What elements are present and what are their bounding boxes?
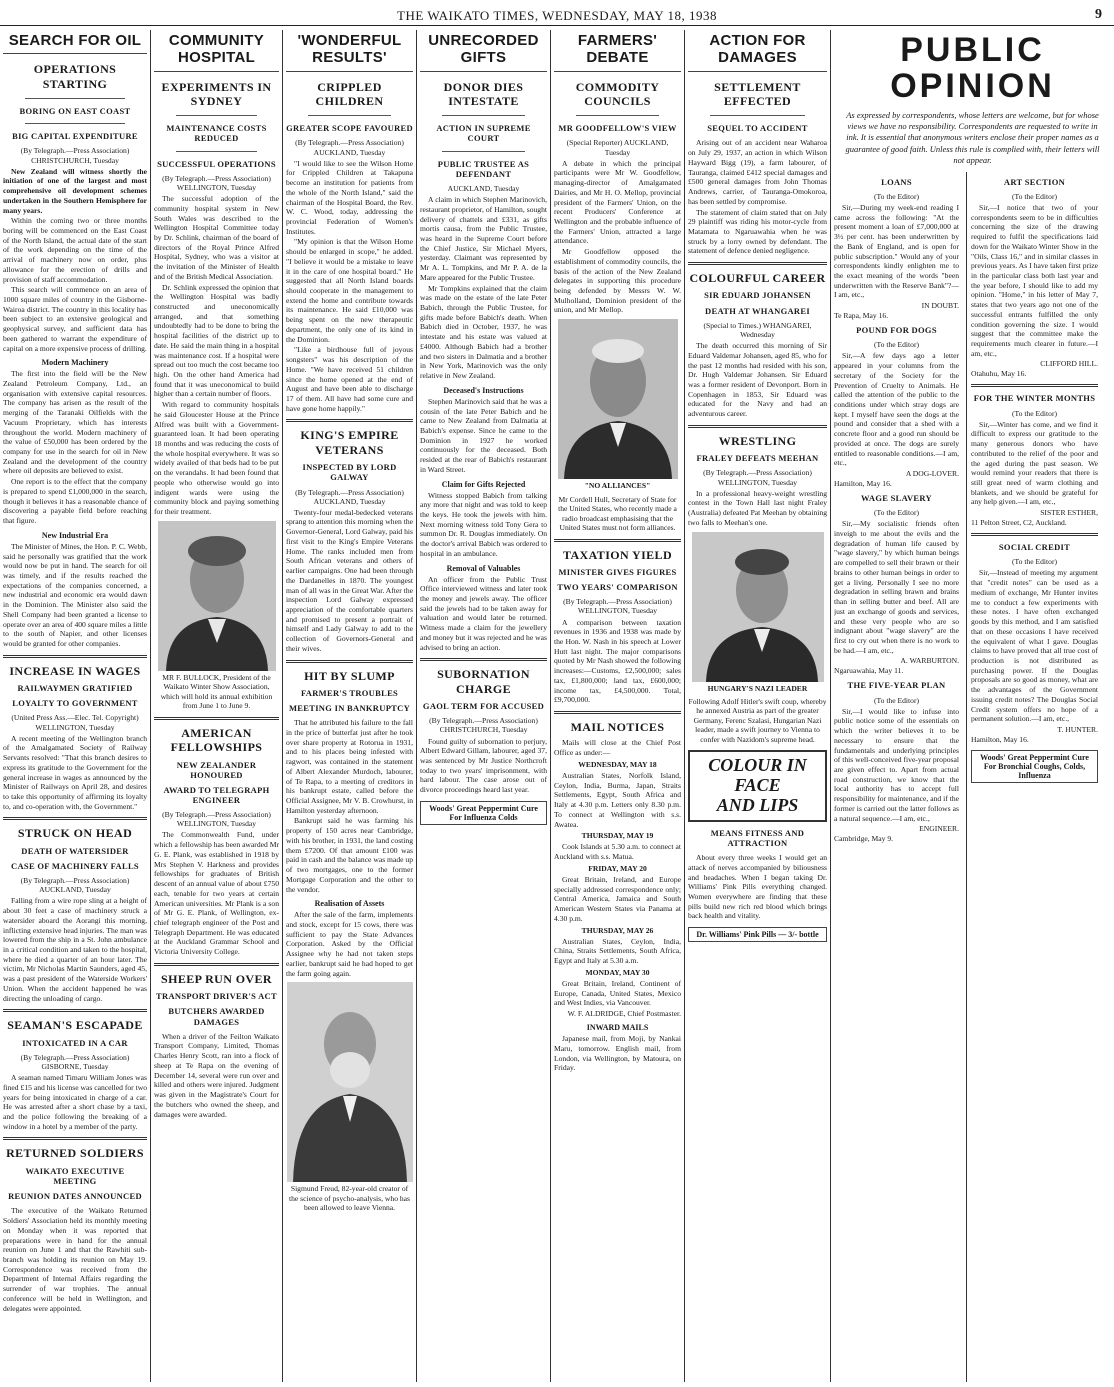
- paragraph: The death occurred this morning of Sir Eduard Valdemar Johansen, aged 85, who for the past 12 months had resided with his son, Dr. Hugh Valdemar Johansen. Sir Eduard was a former resident of Devonport. Born in Copenhagen in 1853, Sir Eduard was educated for the Navy and had an adventurous career.: [688, 341, 827, 419]
- letter-signature: T. HUNTER.: [1057, 724, 1098, 734]
- letter-title: ART SECTION: [1003, 176, 1066, 187]
- letter-place: Ngaruawahia, May 11.: [834, 666, 904, 676]
- subheading: GREATER SCOPE FAVOURED: [286, 123, 413, 134]
- paragraph: A claim in which Stephen Marinovich, restaurant proprietor, of Hamilton, sought delivery of chattels and £331, as gifts mortis causa, from the Public Trustee, was heard in the Supreme Court before the Chief Justice, Sir Michael Myers, yesterday. Claimant was represented by Mr A. L. Tompkins, and Mr P. A. de la Mare appeared for the Public Trustee.: [420, 195, 547, 282]
- paragraph: With regard to community hospitals he said Gloucester House at the Prince Alfred was built with a Government-guaranteed loan. It had been operating 18 months and was reducing the costs of the whole hospital everywhere. It was so widely availed of that beds had to be put on the verandahs. It had been found that people who otherwise would go into indigent wards were using the community block and paying something for their treatment.: [154, 400, 279, 517]
- headline: INCREASE IN WAGES: [9, 663, 141, 678]
- headline: TAXATION YIELD: [562, 547, 673, 562]
- divider: [286, 419, 413, 422]
- letter-title: WAGE SLAVERY: [861, 493, 932, 504]
- column-community-hospital: [150, 30, 282, 1382]
- section-heading: Claim for Gifts Rejected: [441, 479, 526, 489]
- dateline: (By Telegraph.—Press Association) CHRISTCHURCH, Tuesday: [20, 146, 130, 165]
- photo-caption: Sigmund Freud, 82-year-old creator of the science of psycho-analysis, who has been allowed to leave Vienna.: [288, 1184, 411, 1213]
- letter-place: Hamilton, May 16.: [834, 479, 892, 489]
- letter-title: FOR THE WINTER MONTHS: [973, 393, 1096, 404]
- subheading: DEATH AT WHANGAREI: [705, 305, 810, 316]
- headline: HIT BY SLUMP: [304, 668, 395, 683]
- headline: SEAMAN'S ESCAPADE: [7, 1018, 143, 1033]
- paragraph: Witness stopped Babich from talking any more that night and was told to keep the keys. He took the jewels with him. Next morning witness told Tony Gera to summon Dr. R. Douglas immediately. On the doctor's arrival Babich was ordered to hospital in an ambulance.: [420, 490, 547, 558]
- letter-to: (To the Editor): [873, 191, 920, 201]
- public-opinion-heading: PUBLIC OPINION: [890, 31, 1055, 105]
- paragraph: Bankrupt said he was farming his property of 150 acres near Cambridge, with his brother, in 1931, the land costing them £7200. Of that amount £100 was paid in cash and the balance was made up of two mortgages, one to the former Mortgage Corporation and the other to the vendor.: [286, 816, 413, 894]
- mail-date: THURSDAY, MAY 26: [581, 925, 654, 935]
- paragraph: Mr Tompkins explained that the claim was made on the estate of the late Peter Babich, through the Public Trustee, for gifts made before Babich's death. When Babich died in October, 1937, he was intestate and his estate was valued at £4000. Although Babich had a brother and two sisters in Dalmatia and a brother in New York, Marinovich was the only relative in New Zealand.: [420, 283, 547, 381]
- subheading: TRANSPORT DRIVER'S ACT: [156, 991, 277, 1002]
- divider: [308, 115, 391, 116]
- advertisement: Woods' Great Peppermint Cure For Bronchial Coughs, Colds, Influenza: [971, 750, 1098, 783]
- divider: [971, 533, 1098, 536]
- column-wonderful-results: [282, 30, 416, 1382]
- letter-body: Sir,—A few days ago a letter appeared in your columns from the secretary of the Society for the Prevention of Cruelty to Animals. He called the attention of the public to the conditions under which stray dogs are kept. I myself have seen the dogs at the pound and consider that a shed with a concrete floor and a good run should be provided at once. The dogs are surely entitled to reasonable conditions.—I am, etc.,: [834, 351, 959, 468]
- divider: [25, 98, 125, 99]
- paragraph: Mails will close at the Chief Post Office as under:—: [554, 738, 681, 758]
- photo-caption-title: "NO ALLIANCES": [584, 481, 651, 491]
- paragraph: Great Britain, Ireland, and Europe specially addressed correspondence only; Central America, Jamaica and South American Western States via Panama at 4.30 p.m.: [554, 874, 681, 923]
- subheading: NEW ZEALANDER HONOURED: [176, 759, 257, 780]
- headline: SUBORNATION CHARGE: [437, 667, 530, 696]
- divider: [286, 660, 413, 663]
- subheading: DEATH OF WATERSIDER: [21, 845, 129, 856]
- letter-title: THE FIVE-YEAR PLAN: [847, 680, 946, 691]
- paragraph: Found guilty of subornation to perjury, Albert Edward Gillam, labourer, aged 37, was sentenced by Mr Justice Northcroft today to two years' imprisonment, with hard labour. The case arose out of divorce proceedings heard last year.: [420, 736, 547, 795]
- headline: COLOURFUL CAREER: [689, 271, 826, 286]
- divider: [971, 384, 1098, 387]
- letter-title: SOCIAL CREDIT: [998, 542, 1071, 553]
- paragraph: A seaman named Timaru William Jones was fined £15 and his license was cancelled for two years for being intoxicated in charge of a car. He was arrested after a short chase by a taxi, and the police following the breaking of a window in a hotel by a member of the party.: [3, 1073, 147, 1131]
- letter-to: (To the Editor): [1011, 408, 1058, 418]
- paragraph: One report is to the effect that the company is prepared to spend £1,000,000 in the search, though it believes it has a reasonable chance of discovering a payable field before reaching that figure.: [3, 477, 147, 526]
- paragraph: Within the coming two or three months boring will be commenced on the East Coast of the North Island, the actual date of the start of the work depending on the time of the arrival of machinery now on order, plus allowance for the erection of drills and provision of staff accommodation.: [3, 216, 147, 284]
- paragraph: Stephen Marinovich said that he was a cousin of the late Peter Babich and he came to New Zealand from Dalmatia at Babich's expense. Since he came to the Dominion in 1927 he worked continuously for the deceased. Both resided at the rear of Babich's restaurant in Ward Street.: [420, 396, 547, 474]
- letter-place: 11 Pelton Street, C2, Auckland.: [971, 518, 1067, 528]
- dateline: (By Telegraph.—Press Association) WELLINGTON, Tuesday: [563, 597, 672, 616]
- subheading: DONOR DIES INTESTATE: [443, 79, 524, 108]
- section-heading: Modern Machinery: [41, 358, 109, 368]
- divider: [576, 115, 659, 116]
- paragraph: "My opinion is that the Wilson Home should be enlarged in scope," he added. "I believe it would be a mistake to leave it in the care of one hospital board." He suggested that all North Island boards should cooperate in the management to extend the home and contribute towards its maintenance. He said £10,000 was being spent on the new therapeutic department, the only one of its kind in the Dominion.: [286, 237, 413, 344]
- letter-signature: IN DOUBT.: [921, 301, 959, 311]
- paragraph: When a driver of the Feilton Waikato Transport Company, Limited, Thomas Charles Henry Scott, ran into a flock of sheep at Te Rapa on the evening of December 14, several were run over and killed and others were injured. Judgment was given in the Magistrate's Court for the butchers who owned the sheep, and damages were awarded.: [154, 1031, 279, 1119]
- divider: [442, 115, 525, 116]
- divider: [3, 655, 147, 658]
- letter-to: (To the Editor): [873, 508, 920, 518]
- section-heading: Realisation of Assets: [314, 899, 385, 909]
- subheading: SIR EDUARD JOHANSEN: [704, 290, 811, 301]
- letter-title: LOANS: [881, 176, 912, 187]
- paragraph: Mr Goodfellow opposed the establishment of commodity councils, the basis of the action of the New Zealand delegates in supporting this procedure being defended by Messrs W. W. Mulholland, Dominion president of the union, and Mr Mellop.: [554, 247, 681, 315]
- dateline: (By Telegraph.—Press Association) AUCKLAND, Tuesday: [20, 876, 130, 895]
- headline: STRUCK ON HEAD: [17, 826, 133, 841]
- section-heading: INWARD MAILS: [586, 1023, 649, 1033]
- headline: UNRECORDED GIFTS: [420, 30, 547, 72]
- divider: [154, 717, 279, 720]
- advertisement: Woods' Great Peppermint Cure For Influenza Colds: [420, 801, 547, 825]
- letter-body: Sir,—During my week-end reading I came across the following: "At the present moment a loan of £7,000,000 at 3½ per cent. has been underwritten by the Bank of England, and is open for public subscription." Would any of your correspondents kindly enlighten me to the exact meaning of the words "been underwritten with the Reserve Bank"?—I am, etc.,: [834, 202, 959, 300]
- subheading: RAILWAYMEN GRATIFIED: [17, 683, 133, 694]
- subheading: FRALEY DEFEATS MEEHAN: [696, 453, 819, 464]
- letters-column-right: [966, 172, 1098, 1382]
- subheading: EXPERIMENTS IN SYDNEY: [161, 79, 272, 108]
- subheading: ACTION IN SUPREME COURT: [436, 123, 531, 144]
- advertisement: Dr. Williams' Pink Pills — 3/- bottle: [688, 927, 827, 942]
- dateline: (Special Reporter) AUCKLAND, Tuesday: [566, 138, 669, 157]
- paragraph: Dr. Schlink expressed the opinion that the Wellington Hospital was badly constructed and uneconomically arranged, and that something undoubtedly had to be done to bring the hospital facilities of the district up to date. He said the main thing in a hospital was maintenance cost. If a hospital were spread out too much the cost became too high. On the other hand America had found that it was uneconomical to build higher than a certain number of floors.: [154, 282, 279, 399]
- subheading: SEQUEL TO ACCIDENT: [707, 123, 808, 134]
- dateline: (By Telegraph.—Press Association) WELLINGTON, Tuesday: [703, 468, 812, 487]
- paragraph: Falling from a wire rope sling at a height of about 30 feet a case of machinery struck a watersider aboard the Aorangi this morning, inflicting extensive head injuries. The man was lowered from the ship in a St. John ambulance in a critical condition and taken to the hospital, where he died a quarter of an hour later. The victim, Mr Nicholas Martin Saunders, aged 45, was a past president of the Waterside Workers' Union. When the accident happened he was directing the unloading of cargo.: [3, 896, 147, 1003]
- dateline: AUCKLAND, Tuesday: [447, 184, 520, 194]
- subheading: MAINTENANCE COSTS REDUCED: [166, 123, 267, 144]
- divider: [442, 151, 525, 152]
- signature: W. F. ALDRIDGE, Chief Postmaster.: [567, 1009, 681, 1019]
- letters-container: [834, 172, 1111, 1382]
- subheading: CRIPPLED CHILDREN: [315, 79, 384, 108]
- column-action-for-damages: [684, 30, 830, 1382]
- subheading: GAOL TERM FOR ACCUSED: [422, 701, 545, 712]
- paragraph: Japanese mail, from Moji, by Nankai Maru, tomorrow. English mail, from London, via Wellington, by Matoura, on Friday.: [554, 1034, 681, 1073]
- subheading: INSPECTED BY LORD GALWAY: [302, 462, 397, 483]
- paragraph: A comparison between taxation revenues in 1936 and 1938 was made by the Hon. W. Nash in his speech at Lower Hutt last night. The major comparisons quoted by Mr Nash showed the following increases:—Customs, £2,500,000; sales tax, £1,800,000; land tax, £600,000; income tax, £4,500,000. Total, £9,700,000.: [554, 617, 681, 705]
- lead-paragraph: New Zealand will witness shortly the initiation of one of the largest and most comprehensive oil development schemes undertaken in the Southern Hemisphere for many years.: [3, 166, 147, 215]
- letter-body: Sir,—I notice that two of your correspondents seem to be in difficulties concerning the size of the drawing required to fulfil the specifications laid down for the Waikato Winter Show in the "Oils, Class 16," and in similar classes in previous years. As I have taken first prize in the particular class both last year and the year before, I should like to add my opinion. "Home," in his letter of May 7, states that two years ago not one of the successful entrants fulfilled the only condition governing the size. I would suggest that the committee make the requirements much clearer in future.—I am, etc.,: [971, 202, 1098, 358]
- subheading: INTOXICATED IN A CAR: [22, 1037, 128, 1048]
- paragraph: "I would like to see the Wilson Home for Crippled Children at Takapuna become an institution for patients from the whole of the North Island," said the chairman of the Hospital Board, the Rev. W. C. Wood, today, addressing the provincial Federation of Women's Institutes.: [286, 158, 413, 236]
- subheading: FARMER'S TROUBLES: [300, 687, 399, 698]
- portrait-photo-bullock: [158, 521, 276, 671]
- subheading: MEETING IN BANKRUPTCY: [288, 703, 411, 714]
- headline: RETURNED SOLDIERS: [6, 1146, 144, 1161]
- headline: FARMERS' DEBATE: [554, 30, 681, 72]
- paragraph: The Commonwealth Fund, under which a fellowship has been awarded Mr G. E. Plank, was established in 1918 by Mrs Stephen V. Harkness and provides fellowships for graduates of British descent of an annual value of about £750 each, tenable for two years at certain American universities. Mr Plank is a son of Mr G. E. Plank, of Wellington, ex-chief telegraph engineer of the Post and Telegraph Department. He was educated at the Auckland Grammar School and Victoria University College.: [154, 830, 279, 957]
- letter-title: POUND FOR DOGS: [856, 325, 937, 336]
- paragraph: Twenty-four medal-bedecked veterans sprang to attention this morning when the Governor-General, Lord Galway, paid his first visit to the King's Empire Veterans Home. The ranks included men from South African veterans and others of earlier campaigns. One had been through the Dardanelles in 1870. The youngest man of all was in the Great War. After the inspection Lord Galway expressed appreciation of the comfortable quarters and promised to present a portrait of himself and Lady Galway to add to the collection of Governors-General and their wives.: [286, 507, 413, 653]
- letter-signature: A. WARBURTON.: [900, 656, 959, 666]
- paragraph: After the sale of the farm, implements and stock, except for 15 cows, there was sufficient to pay the State Advances Corporation. Asked by the Official Assignee why he had not taken steps earlier, bankrupt said he had hoped to get the farm going again.: [286, 910, 413, 978]
- dateline: (United Press Ass.—Elec. Tel. Copyright) WELLINGTON, Tuesday: [11, 713, 139, 732]
- dateline: (By Telegraph.—Press Association) WELLINGTON, Tuesday: [162, 810, 271, 829]
- paragraph: In a professional heavy-weight wrestling contest in the Town Hall last night Fraley (Australia) defeated Pat Meehan by obtaining two falls to Meehan's one.: [688, 488, 827, 527]
- headline: ACTION FOR DAMAGES: [688, 30, 827, 72]
- subheading: BIG CAPITAL EXPENDITURE: [12, 131, 138, 142]
- divider: [154, 963, 279, 966]
- newspaper-title: THE WAIKATO TIMES, WEDNESDAY, MAY 18, 1938: [397, 8, 717, 23]
- headline: MAIL NOTICES: [570, 720, 665, 735]
- letter-signature: CLIFFORD HILL.: [1040, 359, 1098, 369]
- headline: WRESTLING: [718, 433, 797, 448]
- paragraph: A recent meeting of the Wellington branch of the Amalgamated Society of Railway Servants resolved: "That this branch desires to express its gratitude to the Government for the general increase in wages as announced by the Minister of Railways on April 28, and desires to take this opportunity of affirming its loyalty to, and co-operation with, the Government.": [3, 733, 147, 811]
- letter-to: (To the Editor): [1011, 191, 1058, 201]
- section-heading: New Industrial Era: [41, 530, 109, 540]
- headline: SEARCH FOR OIL: [3, 30, 147, 54]
- subheading: BUTCHERS AWARDED DAMAGES: [168, 1006, 265, 1027]
- paragraph: Cook Islands at 5.30 a.m. to connect at Auckland with s.s. Matua.: [554, 842, 681, 862]
- paragraph: Australian States, Norfolk Island, Ceylon, India, Burma, Japan, Straits Settlements, Egypt, South Africa and Italy at 4.30 p.m. Letters only 8.30 p.m. To connect at Wellington with s.s. Awatea.: [554, 771, 681, 829]
- headline: COMMUNITY HOSPITAL: [154, 30, 279, 72]
- dateline: (Special to Times.) WHANGAREI, Wednesday: [703, 320, 812, 339]
- subheading: SETTLEMENT EFFECTED: [714, 79, 801, 108]
- letters-column-left: [834, 172, 962, 1382]
- paragraph: Great Britain, Ireland, Continent of Europe, Canada, United States, Mexico and West Indies, via Vancouver.: [554, 978, 681, 1008]
- photo-caption: Mr Cordell Hull, Secretary of State for the United States, who recently made a radio broadcast emphasising that the United States must not form alliances.: [558, 494, 677, 533]
- page-number: 9: [1095, 7, 1102, 22]
- subheading: MR GOODFELLOW'S VIEW: [558, 123, 677, 134]
- paragraph: "Like a birdhouse full of joyous songsters" was his description of the Home. "We have received 51 children since the home opened at the end of August and have been able to discharge 17 of them. All have had some cure and have gone home happily.": [286, 345, 413, 413]
- divider: [710, 115, 805, 116]
- subheading: CASE OF MACHINERY FALLS: [11, 861, 139, 871]
- letter-place: Cambridge, May 9.: [834, 834, 894, 844]
- photo-caption: MR F. BULLOCK, President of the Waikato Winter Show Association, which will hold its annual exhibition from June 1 to June 9.: [160, 672, 273, 711]
- divider: [3, 817, 147, 820]
- paragraph: This search will commence on an area of 1000 square miles of country in the Gisborne-Wairoa district. The country in this locality has been subject to an extensive geological and geophysical survey, and sufficient data has been gathered to warrant the expenditure of capital on a more expensive process of drilling.: [3, 285, 147, 353]
- divider: [554, 539, 681, 542]
- mail-date: FRIDAY, MAY 20: [588, 863, 647, 873]
- ad-headline: AND LIPS: [716, 795, 799, 815]
- photo-caption-title: HUNGARY'S NAZI LEADER: [707, 683, 808, 693]
- letter-body: Sir,—Instead of meeting my argument that "credit notes" can be used as a medium of exchange, Mr Hunter invites me to conduct a few experiments with these notes. I have often exchanged goods by this method, and I am satisfied that on these occasions I have received the equivalent of what I gave. Douglas claims to have proved that all true cost of production is not distributed as purchasing power. If the Douglas proposals are so good as money, what are the advantages of the Government issuing credit notes? The Douglas Social Credit system offers no hope of a permanent solution.—I am, etc.,: [971, 568, 1098, 724]
- letter-body: Sir,—I would like to infuse into public notice some of the essentials on which the writer believes it to be necessary to ensure that the fundamentals and underlying principles of this well-conceived five-year proposal are given effect to. Apart from actual road construction, we know that the local authority has to accept full responsibility for maintenance, and if the former is carried out the latter follows as a natural sequence.—I am, etc.,: [834, 706, 959, 823]
- dateline: (By Telegraph.—Press Association) WELLINGTON, Tuesday: [162, 173, 271, 192]
- letter-signature: SISTER ESTHER,: [1040, 508, 1098, 518]
- paragraph: The executive of the Waikato Returned Soldiers' Association held its monthly meeting on Monday when it was reported that preparations were in hand for the annual reunion on June 1 and that the Rawhiti sub-branch was holding its reunion on May 19. Correspondence was received from the Department of Internal Affairs regarding the surrender of war trophies. The annual conference will be held in Wellington, and delegates were appointed.: [3, 1206, 147, 1313]
- letter-to: (To the Editor): [873, 695, 920, 705]
- section-heading: Deceased's Instructions: [443, 385, 524, 395]
- letter-place: Te Rapa, May 16.: [834, 311, 889, 321]
- divider: [3, 1009, 147, 1012]
- portrait-photo-freud: [287, 982, 413, 1182]
- subheading: SUCCESSFUL OPERATIONS: [157, 158, 276, 169]
- masthead: [0, 4, 1114, 26]
- letter-place: Otahuhu, May 16.: [971, 369, 1027, 379]
- column-search-for-oil: [0, 30, 150, 1382]
- subheading: MEANS FITNESS AND ATTRACTION: [710, 827, 805, 848]
- paragraph: The statement of claim stated that on July 29 plaintiff was riding his motor-cycle from Matamata to Ngaruawahia when he was struck by a lorry owned by defendant. The statement of defence denied negligence.: [688, 207, 827, 256]
- dateline: (By Telegraph.—Press Association) CHRISTCHURCH, Tuesday: [429, 716, 538, 735]
- letter-body: Sir,—My socialistic friends often inveigh to me about the evils and the degradation of human life caused by "wage slavery," by which human beings are compelled to sell their brawn or their brains to other human beings in order to get a living. Personally I see no more degradation in selling brawn and brains than in selling butter and beef. All are just an exchange of goods and services, and these very people who are so indignant about "wage slavery" are the first to cry out when there is no work to be had.—I am, etc.,: [834, 519, 959, 655]
- subheading: LOYALTY TO GOVERNMENT: [12, 698, 138, 709]
- paragraph: That he attributed his failure to the fall in the price of butterfat just after he took over share property at Rotorua in 1931, and to his places being infested with ragwort, was contained in the statement of Albert Alexander Murdoch, labourer, of Te Rapa, to a meeting of creditors in his bankrupt estate, called before the Official Assignee, Mr V. B. Crowhurst, in Hamilton yesterday afternoon.: [286, 718, 413, 815]
- portrait-photo-cordell-hull: [558, 319, 678, 479]
- mail-date: THURSDAY, MAY 19: [581, 831, 654, 841]
- dateline: (By Telegraph.—Press Association) AUCKLAND, Tuesday: [295, 138, 404, 157]
- portrait-photo-szalasi: [692, 532, 824, 682]
- letter-to: (To the Editor): [873, 340, 920, 350]
- headline: 'WONDERFUL RESULTS': [286, 30, 413, 72]
- column-farmers-debate: [550, 30, 684, 1382]
- subheading: PUBLIC TRUSTEE AS DEFENDANT: [437, 158, 530, 179]
- letter-place: Hamilton, May 16.: [971, 734, 1029, 744]
- paragraph: An officer from the Public Trust Office interviewed witness and later took the money and jewels away. The officer said the jewels had to be taken away for valuation and would later be returned. Witness made a claim for the jewellery and money but it was rejected and he was advised to bring an action.: [420, 574, 547, 652]
- divider: [176, 115, 257, 116]
- dateline: (By Telegraph.—Press Association) GISBORNE, Tuesday: [20, 1052, 130, 1071]
- divider: [3, 1137, 147, 1140]
- paragraph: The Minister of Mines, the Hon. P. C. Webb, said he personally was gratified that the work would now be put in hand. The search for oil was timely, and if the results reached the expectations of the companies concerned, a new industrial and economic era would dawn in the Dominion. The Minister also said the Shell Company had been granted a license to operate over an area of 400 square miles a little to the south of Napier, and other licenses would be granted for other companies.: [3, 541, 148, 648]
- photo-caption: Following Adolf Hitler's swift coup, whereby he annexed Austria as part of the greater Germany, Ferenc Szalasi, Hungarian Nazi leader, made a swift journey to Vienna to confer with Nazidom's supreme head.: [688, 696, 827, 744]
- subheading: BORING ON EAST COAST: [19, 106, 131, 117]
- paragraph: A debate in which the principal participants were Mr W. Goodfellow, managing-director of Amalgamated Dairies, and Mr H. O. Mellop, provincial president of the Farmers' Union, on the recent Producers' Conference at Wellington and the probable influence of the Farmers' Union, attracted a large attendance.: [554, 158, 681, 246]
- public-opinion-section: [830, 30, 1114, 1382]
- letter-body: Sir,—Winter has come, and we find it difficult to express our gratitude to the many generous donors who have contributed to the relief of the poor and the aged during the past season. We would remind your readers that there is still great need of warm clothing and blankets, and we should be grateful for any help given.—I am, etc.,: [971, 419, 1098, 507]
- divider: [554, 711, 681, 714]
- paragraph: The successful adoption of the community hospital system in New South Wales was described to the Wellington Hospital Committee today by Dr. Schlink, chairman of the board of directors of the Royal Prince Alfred Hospital, Sydney, who was a visitor at the invitation of the Minister of Health and of the British Medical Association.: [154, 194, 279, 281]
- mail-date: WEDNESDAY, MAY 18: [578, 759, 657, 769]
- subheading: MINISTER GIVES FIGURES: [558, 567, 677, 577]
- paragraph: Australian States, Ceylon, India, China, Straits Settlements, South Africa, Egypt and Italy at 5.30 a.m.: [554, 936, 681, 966]
- subheading: TWO YEARS' COMPARISON: [557, 582, 678, 593]
- section-heading: Removal of Valuables: [446, 563, 521, 573]
- subheading: REUNION DATES ANNOUNCED: [8, 1191, 142, 1202]
- divider: [25, 123, 125, 124]
- paragraph: About every three weeks I would get an attack of nerves accompanied by biliousness and headaches. When I began taking Dr. Williams' Pink Pills everything changed. Women everywhere are finding that these pills build new rich red blood which brings back health and vitality.: [688, 853, 827, 921]
- divider: [688, 262, 827, 265]
- paragraph: Arising out of an accident near Waharoa on July 29, 1937, an action in which Wilson Hayward Bigg (19), a farm labourer, of Tauranga, claimed £412 special damages and £500 general damages from John Thomas Andrews, carrier, of Tauranga-Omokoroa, has been settled by compromise.: [688, 138, 827, 206]
- advertisement-box: [688, 750, 827, 821]
- paragraph: The first into the field will be the New Zealand Petroleum Company, Ltd., an organisation with extensive capital resources. The company has arisen as the result of the merging of the Taranaki Oilfields with the Vacuum Proprietary, which has interests throughout the world. Modern machinery of the value of £50,000 has been ordered by the company for use in the search for oil in New Zealand and the development of the country where oil deposits are believed to exist.: [3, 369, 147, 476]
- public-opinion-intro: As expressed by correspondents, whose letters are welcome, but for whose views we have no responsibility. Correspondents are requested to write in ink. It is essential that anonymous writers enclose their proper names as a guarantee of good faith. Unless this rule is complied with, their letters will not appear.: [845, 110, 1100, 165]
- subheading: AWARD TO TELEGRAPH ENGINEER: [163, 784, 270, 806]
- divider: [688, 425, 827, 428]
- divider: [420, 658, 547, 661]
- headline: AMERICAN FELLOWSHIPS: [170, 725, 263, 755]
- headline: KING'S EMPIRE VETERANS: [300, 428, 399, 457]
- ad-headline: COLOUR IN FACE: [708, 755, 807, 796]
- column-unrecorded-gifts: [416, 30, 550, 1382]
- divider: [176, 151, 257, 152]
- letter-signature: ENGINEER.: [919, 824, 959, 834]
- dateline: (By Telegraph.—Press Association) AUCKLAND, Tuesday: [295, 487, 404, 506]
- letter-signature: A DOG-LOVER.: [905, 469, 959, 479]
- subheading: COMMODITY COUNCILS: [575, 79, 660, 108]
- subheading: OPERATIONS STARTING: [33, 62, 117, 91]
- letter-to: (To the Editor): [1011, 557, 1058, 567]
- mail-date: MONDAY, MAY 30: [585, 967, 650, 977]
- subheading: WAIKATO EXECUTIVE MEETING: [25, 1165, 125, 1186]
- headline: SHEEP RUN OVER: [161, 971, 272, 986]
